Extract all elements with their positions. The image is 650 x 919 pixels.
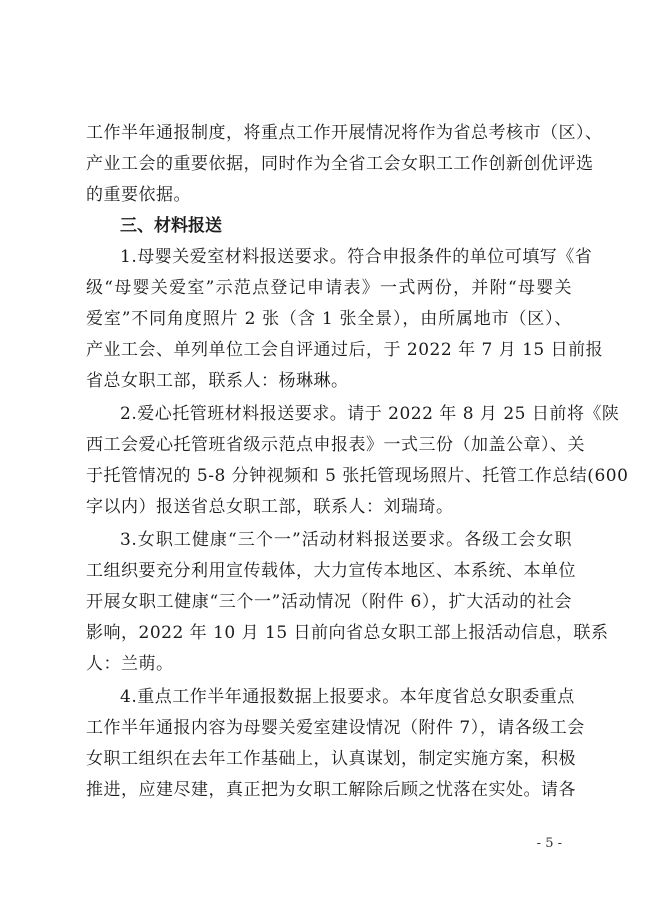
- paragraph: [86, 399, 629, 523]
- text-line: 产业工会、单列单位工会自评通过后，于 2022 年 7 月 15 日前报: [86, 340, 604, 360]
- paragraph: [86, 525, 609, 680]
- text-line: 人：兰萌。: [86, 654, 174, 674]
- paragraph: [86, 682, 585, 806]
- section-heading: 三、材料报送: [120, 216, 222, 236]
- text-line: 产业工会的重要依据，同时作为全省工会女职工工作创新创优评选: [86, 154, 594, 174]
- text-line: 西工会爱心托管班省级示范点申报表》一式三份（加盖公章）、关: [86, 435, 585, 455]
- text-line: 4.重点工作半年通报数据上报要求。本年度省总女职委重点: [120, 687, 575, 707]
- text-line: 的重要依据。: [86, 185, 191, 205]
- text-line: 1.母婴关爱室材料报送要求。符合申报条件的单位可填写《省: [120, 247, 593, 267]
- text-line: 级“母婴关爱室”示范点登记申请表》一式两份，并附“母婴关: [86, 278, 572, 298]
- text-line: 推进，应建尽建，真正把为女职工解除后顾之忧落在实处。请各: [86, 780, 576, 800]
- text-line: 于托管情况的 5-8 分钟视频和 5 张托管现场照片、托管工作总结(600: [86, 466, 629, 486]
- text-line: 爱室”不同角度照片 2 张（含 1 张全景），由所属地市（区）、: [86, 309, 572, 329]
- text-line: 字以内）报送省总女职工部，联系人：刘瑞琦。: [86, 497, 454, 517]
- text-line: 开展女职工健康“三个一”活动情况（附件 6），扩大活动的社会: [86, 592, 572, 612]
- text-line: 女职工组织在去年工作基础上，认真谋划，制定实施方案，积极: [86, 749, 576, 769]
- paragraph: [86, 242, 604, 397]
- text-line: 影响，2022 年 10 月 15 日前向省总女职工部上报活动信息，联系: [86, 623, 609, 643]
- document-body: [86, 118, 629, 806]
- text-line: 工组织要充分利用宣传载体，大力宣传本地区、本系统、本单位: [86, 561, 576, 581]
- text-line: 3.女职工健康“三个一”活动材料报送要求。各级工会女职: [120, 530, 572, 550]
- text-line: 工作半年通报内容为母婴关爱室建设情况（附件 7），请各级工会: [86, 718, 585, 738]
- text-line: 2.爱心托管班材料报送要求。请于 2022 年 8 月 25 日前将《陕: [120, 404, 620, 424]
- paragraph: [86, 118, 603, 211]
- text-line: 省总女职工部，联系人：杨琳琳。: [86, 371, 349, 391]
- text-line: 工作半年通报制度，将重点工作开展情况将作为省总考核市（区）、: [86, 123, 603, 143]
- page-number: - 5 -: [536, 836, 562, 851]
